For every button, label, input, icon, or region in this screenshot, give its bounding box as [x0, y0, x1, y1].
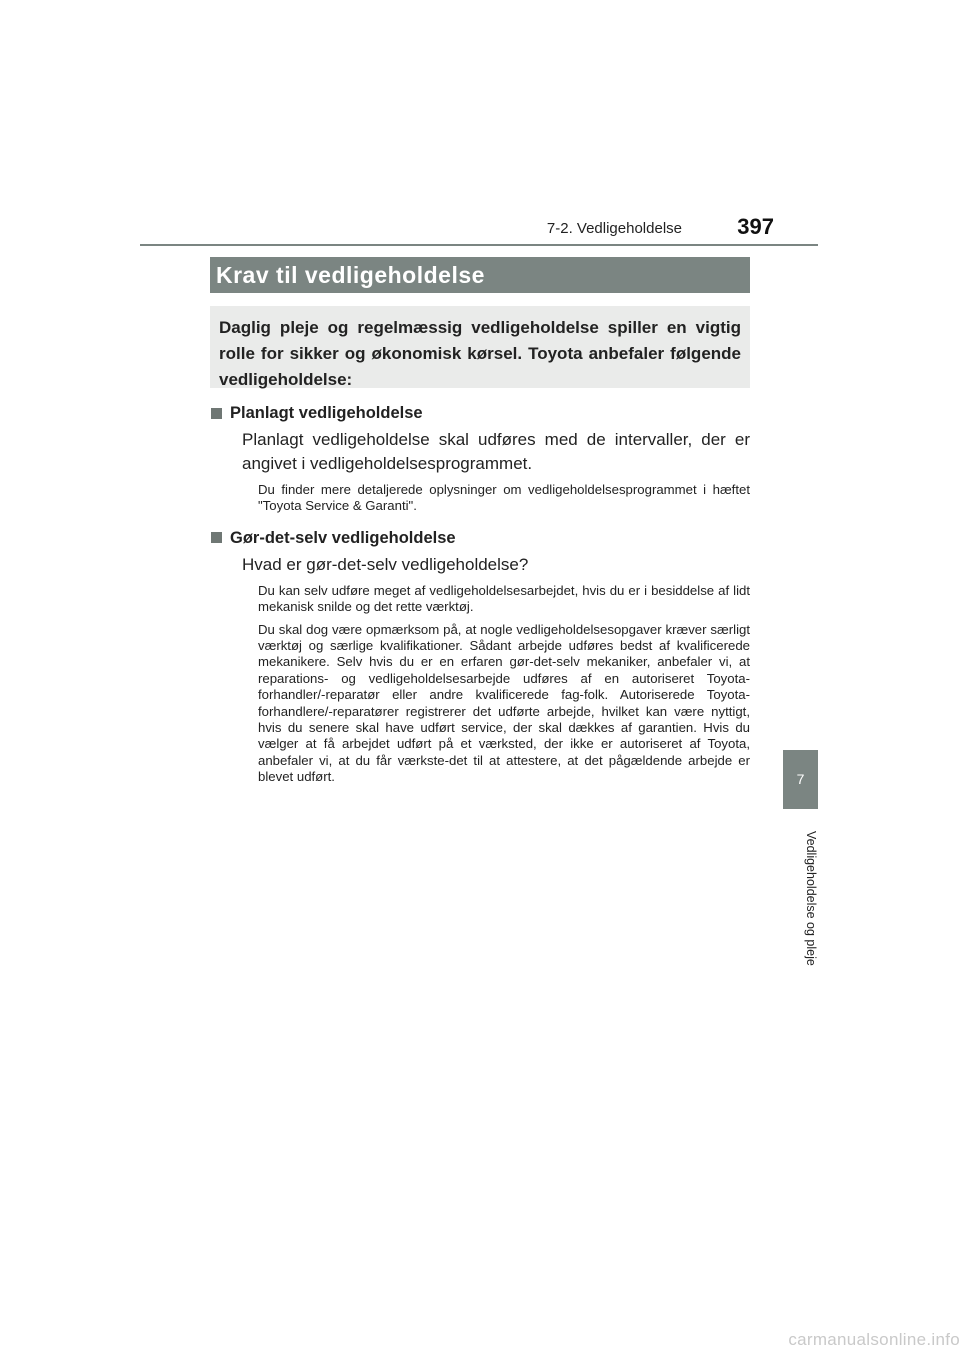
- chapter-side-label: [783, 818, 818, 978]
- intro-box: Daglig pleje og regelmæssig vedligeholdelse spiller en vigtig rolle for sikker og økonomisk kørsel. Toyota anbefaler følgende vedligeholdelse:: [210, 306, 750, 388]
- body-paragraph: Du finder mere detaljerede oplysninger om vedligeholdelsesprogrammet i hæftet "Toyota Service & Garanti".: [258, 482, 750, 514]
- body-paragraph: Du skal dog være opmærksom på, at nogle vedligeholdelsesopgaver kræver særligt værktøj og særlige kvalifikationer. Sådant arbejde udføres bedst af kvalificerede mekanikere. Selv hvis du er en erfaren gør-det-selv mekaniker, anbefaler vi, at reparations- og vedligeholdelsesarbejde udføres af en autoriseret Toyota-forhandler/-reparatør eller andre kvalificerede fag-folk. Autoriserede Toyota-forhandlere/-reparatører registrerer det udførte arbejde, hvilket kan være nyttigt, hvis du senere skal have udført service, der skal dækkes af garantien. Hvis du vælger at få arbejdet udført på et værksted, der ikke er autoriseret af Toyota, anbefaler vi, at du får værkste-det til at attestere, at det pågældende arbejde er blevet udført.: [258, 621, 750, 785]
- sub-heading-scheduled: [210, 398, 750, 428]
- lead-text: Hvad er gør-det-selv vedligeholdelse?: [242, 554, 529, 574]
- page-number: 397: [737, 214, 774, 239]
- square-bullet-icon: [211, 408, 222, 419]
- header-rule: [140, 244, 818, 246]
- content-body: [210, 398, 750, 792]
- watermark: carmanualsonline.info: [788, 1330, 960, 1349]
- chapter-side-label-text: Vedligeholdelse og pleje: [804, 830, 818, 966]
- sub-heading-diy: [210, 523, 750, 553]
- sub-heading-text: Gør-det-selv vedligeholdelse: [230, 528, 456, 547]
- section-title: Krav til vedligeholdelse: [210, 257, 750, 293]
- sub-heading-text: Planlagt vedligeholdelse: [230, 404, 423, 422]
- lead-text: Planlagt vedligeholdelse skal udføres med de intervaller, der er angivet i vedligeholdelsesprogrammet.: [242, 430, 750, 473]
- chapter-tab: 7: [783, 750, 818, 809]
- body-paragraph: Du kan selv udføre meget af vedligeholdelsesarbejdet, hvis du er i besiddelse af lidt mekanisk snilde og det rette værktøj.: [258, 582, 750, 615]
- square-bullet-icon: [211, 532, 222, 543]
- chapter-header: 7-2. Vedligeholdelse: [546, 220, 682, 237]
